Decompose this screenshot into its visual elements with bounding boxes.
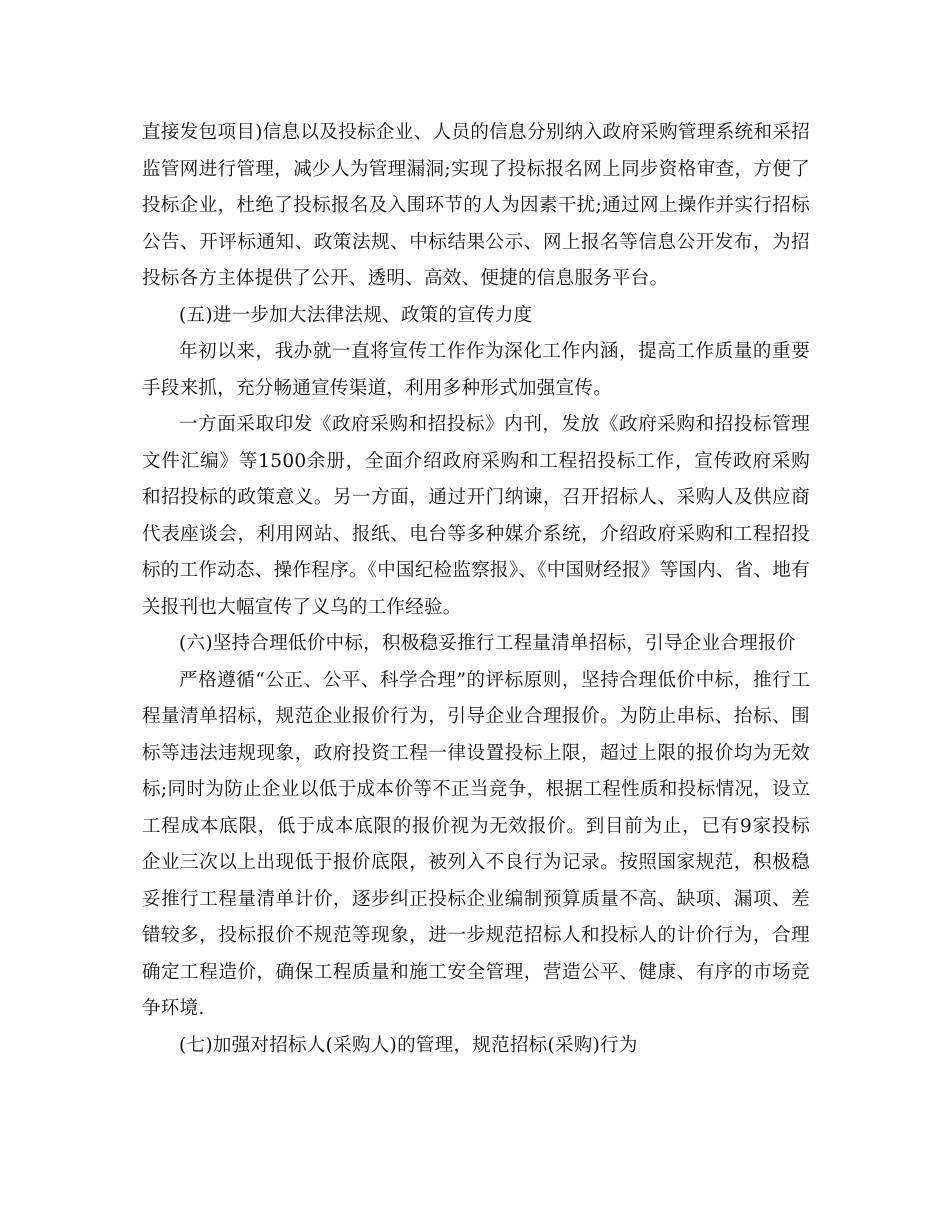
body-paragraph: 直接发包项目)信息以及投标企业、人员的信息分别纳入政府采购管理系统和采招监管网进行管理，减少人为管理漏洞;实现了投标报名网上同步资格审查，方便了投标企业，杜绝了投标报名及入围环节的人为因素干扰;通过网上操作并实行招标公告、开评标通知、政策法规、中标结果公示、网上报名等信息公开发布，为招投标各方主体提供了公开、透明、高效、便捷的信息服务平台。 [142, 122, 810, 289]
body-paragraph: 一方面采取印发《政府采购和招投标》内刊，发放《政府采购和招投标管理文件汇编》等1500余册，全面介绍政府采购和工程招投标工作，宣传政府采购和招投标的政策意义。另一方面，通过开门纳谏，召开招标人、采购人及供应商代表座谈会，利用网站、报纸、电台等多种媒介系统，介绍政府采购和工程招投标的工作动态、操作程序。《中国纪检监察报》、《中国财经报》等国内、省、地有关报刊也大幅宣传了义乌的工作经验。 [142, 414, 810, 618]
body-paragraph: 严格遵循“公正、公平、科学合理”的评标原则，坚持合理低价中标，推行工程量清单招标，规范企业报价行为，引导企业合理报价。为防止串标、抬标、围标等违法违规现象，政府投资工程一律设置投标上限，超过上限的报价均为无效标;同时为防止企业以低于成本价等不正当竞争，根据工程性质和投标情况，设立工程成本底限，低于成本底限的报价视为无效报价。到目前为止，已有9家投标企业三次以上出现低于报价底限，被列入不良行为记录。按照国家规范，积极稳妥推行工程量清单计价，逐步纠正投标企业编制预算质量不高、缺项、漏项、差错较多，投标报价不规范等现象，进一步规范招标人和投标人的计价行为，合理确定工程造价，确保工程质量和施工安全管理，营造公平、健康、有序的市场竞争环境. [142, 669, 810, 1019]
body-paragraph: 年初以来，我办就一直将宣传工作作为深化工作内涵，提高工作质量的重要手段来抓，充分畅通宣传渠道，利用多种形式加强宣传。 [142, 341, 810, 399]
section-heading: (六)坚持合理低价中标，积极稳妥推行工程量清单招标，引导企业合理报价 [179, 633, 796, 654]
section-heading: (七)加强对招标人(采购人)的管理，规范招标(采购)行为 [179, 1034, 638, 1056]
section-heading: (五)进一步加大法律法规、政策的宣传力度 [179, 304, 533, 326]
document-body [142, 115, 810, 1064]
